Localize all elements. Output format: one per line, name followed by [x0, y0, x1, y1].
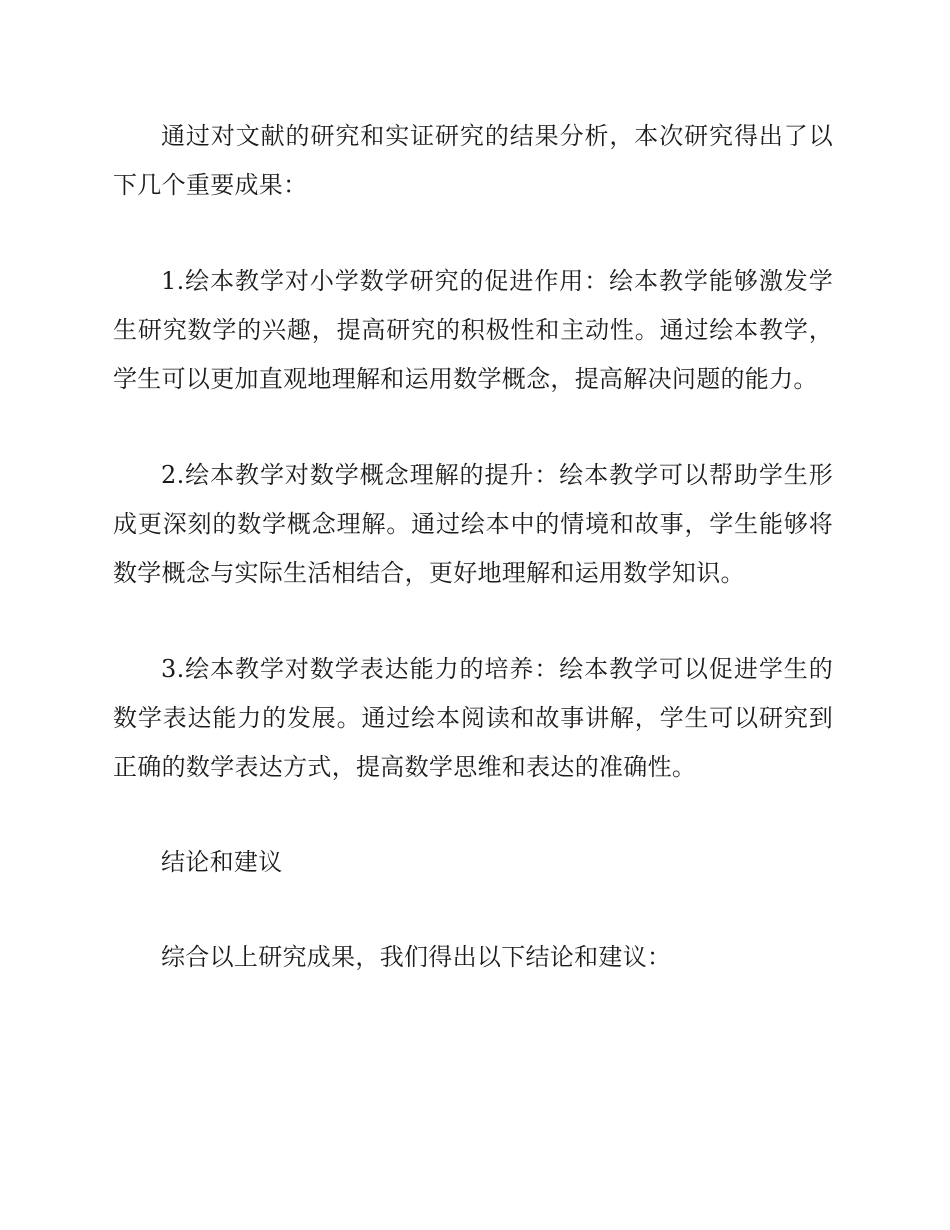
intro-paragraph: 通过对文献的研究和实证研究的结果分析，本次研究得出了以下几个重要成果： — [113, 122, 833, 199]
finding-2-paragraph: 2.绘本教学对数学概念理解的提升：绘本教学可以帮助学生形成更深刻的数学概念理解。通过绘本中的情境和故事，学生能够将数学概念与实际生活相结合，更好地理解和运用数学知识。 — [113, 461, 833, 587]
paragraph-spacer — [113, 404, 833, 451]
paragraph-spacer — [113, 210, 833, 257]
paragraph-spacer — [113, 792, 833, 838]
paragraph-spacer — [113, 887, 833, 933]
finding-3-paragraph: 3.绘本教学对数学表达能力的培养：绘本教学可以促进学生的数学表达能力的发展。通过绘本阅读和故事讲解，学生可以研究到正确的数学表达方式，提高数学思维和表达的准确性。 — [113, 655, 833, 781]
section-heading: 结论和建议 — [161, 848, 283, 876]
document-body — [113, 112, 833, 982]
finding-1-paragraph: 1.绘本教学对小学数学研究的促进作用：绘本教学能够激发学生研究数学的兴趣，提高研究的积极性和主动性。通过绘本教学，学生可以更加直观地理解和运用数学概念，提高解决问题的能力。 — [113, 267, 833, 393]
paragraph-spacer — [113, 598, 833, 645]
closing-paragraph: 综合以上研究成果，我们得出以下结论和建议： — [161, 943, 672, 971]
